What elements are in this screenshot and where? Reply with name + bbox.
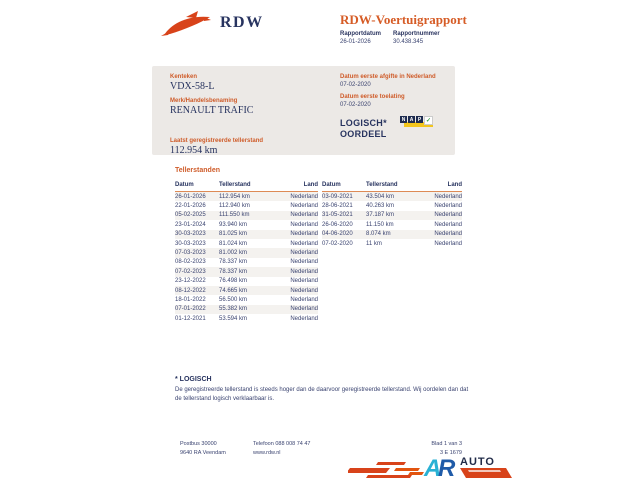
report-title: RDW-Voertuigrapport (340, 12, 467, 27)
cell-land: Nederland (290, 193, 318, 200)
ar-monogram-a: A (424, 455, 442, 480)
cell-datum: 28-06-2021 (322, 203, 353, 210)
cell-land: Nederland (290, 296, 318, 303)
cell-tellerstand: 53.594 km (219, 315, 248, 322)
table-header (322, 181, 462, 192)
ar-monogram-icon (423, 455, 456, 480)
table-row (175, 305, 318, 314)
cell-land: Nederland (290, 221, 318, 228)
cell-tellerstand: 76.498 km (219, 278, 248, 285)
nap-letter-n: N (401, 116, 406, 123)
column-header-tellerstand: Tellerstand (219, 182, 251, 188)
cell-tellerstand: 81.025 km (219, 231, 248, 238)
cell-tellerstand: 78.337 km (219, 259, 248, 266)
cell-datum: 08-02-2023 (175, 259, 206, 266)
cell-land: Nederland (434, 240, 462, 247)
cell-datum: 26-01-2026 (175, 193, 206, 200)
cell-land: Nederland (290, 231, 318, 238)
cell-tellerstand: 37.187 km (366, 212, 395, 219)
report-number-label: Rapportnummer (393, 31, 440, 37)
table-row (322, 239, 462, 248)
tellerstand-value: 112.954 km (170, 145, 218, 156)
tellerstanden-table-right (322, 181, 462, 248)
cell-land: Nederland (434, 231, 462, 238)
table-row (175, 192, 318, 201)
footer-website: www.rdw.nl (253, 450, 281, 456)
column-header-land: Land (303, 182, 318, 188)
table-header (175, 181, 318, 192)
nap-letter-p: P (417, 116, 422, 123)
report-date-label: Rapportdatum (340, 31, 381, 37)
oordeel-line1: LOGISCH* (340, 118, 387, 128)
kenteken-value: VDX-58-L (170, 81, 215, 92)
footer-form-code: 3 E 1679 (439, 450, 462, 456)
speed-stripes-icon (348, 462, 424, 478)
watermark-red-band (460, 468, 512, 478)
merk-value: RENAULT TRAFIC (170, 105, 254, 116)
dealer-watermark-logo (348, 452, 548, 480)
table-body (322, 192, 462, 248)
nap-logo (400, 116, 434, 129)
rdw-bird-icon (160, 8, 212, 38)
tellerstand-label: Laatst geregistreerde tellerstand (170, 138, 264, 144)
cell-tellerstand: 74.665 km (219, 287, 248, 294)
tellerstanden-section-title: Tellerstanden (175, 167, 220, 174)
cell-tellerstand: 40.263 km (366, 203, 395, 210)
footer-contact (253, 440, 311, 458)
cell-tellerstand: 43.504 km (366, 193, 395, 200)
cell-tellerstand: 11 km (366, 240, 382, 247)
table-row (175, 295, 318, 304)
vehicle-info-left-column (170, 74, 320, 156)
table-row (322, 230, 462, 239)
cell-datum: 08-12-2022 (175, 287, 206, 294)
cell-land: Nederland (290, 259, 318, 266)
oordeel-text (340, 118, 452, 140)
tellerstanden-table-left (175, 181, 318, 323)
cell-datum: 07-03-2023 (175, 250, 206, 257)
footer-address-line1: Postbus 30000 (180, 441, 217, 447)
vehicle-info-right-column (340, 74, 452, 140)
report-date-block (340, 31, 381, 45)
cell-datum: 22-01-2026 (175, 203, 206, 210)
column-header-tellerstand: Tellerstand (366, 182, 398, 188)
cell-datum: 07-02-2020 (322, 240, 353, 247)
cell-land: Nederland (290, 268, 318, 275)
column-header-datum: Datum (175, 182, 194, 188)
toelating-value: 07-02-2020 (340, 102, 371, 108)
cell-datum: 03-09-2021 (322, 193, 353, 200)
cell-tellerstand: 78.337 km (219, 268, 248, 275)
column-header-datum: Datum (322, 182, 341, 188)
cell-datum: 07-01-2022 (175, 306, 206, 313)
table-row (175, 286, 318, 295)
table-row (175, 220, 318, 229)
table-row (175, 267, 318, 276)
table-row (175, 239, 318, 248)
cell-datum: 23-12-2022 (175, 278, 206, 285)
cell-tellerstand: 81.002 km (219, 250, 248, 257)
cell-land: Nederland (434, 212, 462, 219)
cell-tellerstand: 8.074 km (366, 231, 391, 238)
cell-datum: 07-02-2023 (175, 268, 206, 275)
table-row (175, 277, 318, 286)
cell-tellerstand: 112.954 km (219, 193, 250, 200)
cell-land: Nederland (434, 221, 462, 228)
cell-datum: 26-06-2020 (322, 221, 353, 228)
cell-land: Nederland (290, 250, 318, 257)
afgifte-value: 07-02-2020 (340, 82, 371, 88)
cell-land: Nederland (290, 306, 318, 313)
cell-datum: 30-03-2023 (175, 240, 206, 247)
rdw-logo (160, 8, 264, 38)
cell-land: Nederland (290, 240, 318, 247)
table-row (175, 248, 318, 257)
column-header-land: Land (447, 182, 462, 188)
report-date-value: 26-01-2026 (340, 39, 371, 45)
table-row (322, 192, 462, 201)
cell-tellerstand: 11.150 km (366, 221, 394, 228)
nap-check-icon: ✓ (425, 118, 432, 124)
table-row (322, 211, 462, 220)
cell-land: Nederland (434, 203, 462, 210)
cell-tellerstand: 111.550 km (219, 212, 250, 219)
report-number-value: 30.438.345 (393, 39, 424, 45)
nap-letter-a: A (409, 116, 414, 123)
table-row (322, 220, 462, 229)
report-meta (340, 31, 440, 45)
nap-letter-row (400, 116, 433, 125)
table-row (175, 201, 318, 210)
table-row (175, 258, 318, 267)
footnote-title: * LOGISCH (175, 376, 212, 383)
table-row (175, 211, 318, 220)
cell-land: Nederland (290, 203, 318, 210)
toelating-label: Datum eerste toelating (340, 94, 405, 100)
cell-datum: 01-12-2021 (175, 315, 206, 322)
kenteken-label: Kenteken (170, 74, 198, 80)
footer-page-number: Blad 1 van 3 (431, 441, 462, 447)
cell-tellerstand: 81.024 km (219, 240, 248, 247)
oordeel-line2: OORDEEL (340, 129, 387, 139)
logisch-footnote (175, 376, 475, 404)
cell-land: Nederland (290, 212, 318, 219)
footer-address-line2: 9640 RA Veendam (180, 450, 226, 456)
cell-land: Nederland (290, 278, 318, 285)
watermark-auto-text: AUTO (460, 456, 495, 468)
cell-datum: 05-02-2025 (175, 212, 206, 219)
afgifte-label: Datum eerste afgifte in Nederland (340, 74, 436, 80)
footer-address (180, 440, 226, 458)
cell-tellerstand: 93.940 km (219, 221, 248, 228)
cell-tellerstand: 56.500 km (219, 296, 248, 303)
cell-land: Nederland (290, 287, 318, 294)
merk-label: Merk/Handelsbenaming (170, 98, 238, 104)
report-number-block (393, 31, 440, 45)
cell-datum: 31-05-2021 (322, 212, 353, 219)
cell-datum: 04-06-2020 (322, 231, 353, 238)
table-row (322, 201, 462, 210)
cell-land: Nederland (290, 315, 318, 322)
cell-tellerstand: 112.940 km (219, 203, 250, 210)
ar-monogram-r: R (438, 455, 456, 480)
footnote-text: De geregistreerde tellerstand is steeds hoger dan de daarvoor geregistreerde tellerstand. Wij oordelen dan dat de tellerstand logisch verklaarbaar is. (175, 387, 469, 402)
rdw-logo-text: RDW (220, 14, 264, 31)
cell-datum: 23-01-2024 (175, 221, 206, 228)
table-row (175, 230, 318, 239)
cell-land: Nederland (434, 193, 462, 200)
footer-phone: Telefoon 088 008 74 47 (253, 441, 311, 447)
cell-datum: 18-01-2022 (175, 296, 206, 303)
cell-tellerstand: 55.382 km (219, 306, 248, 313)
vehicle-info-box (152, 66, 455, 155)
table-row (175, 314, 318, 323)
cell-datum: 30-03-2023 (175, 231, 206, 238)
table-body (175, 192, 318, 323)
